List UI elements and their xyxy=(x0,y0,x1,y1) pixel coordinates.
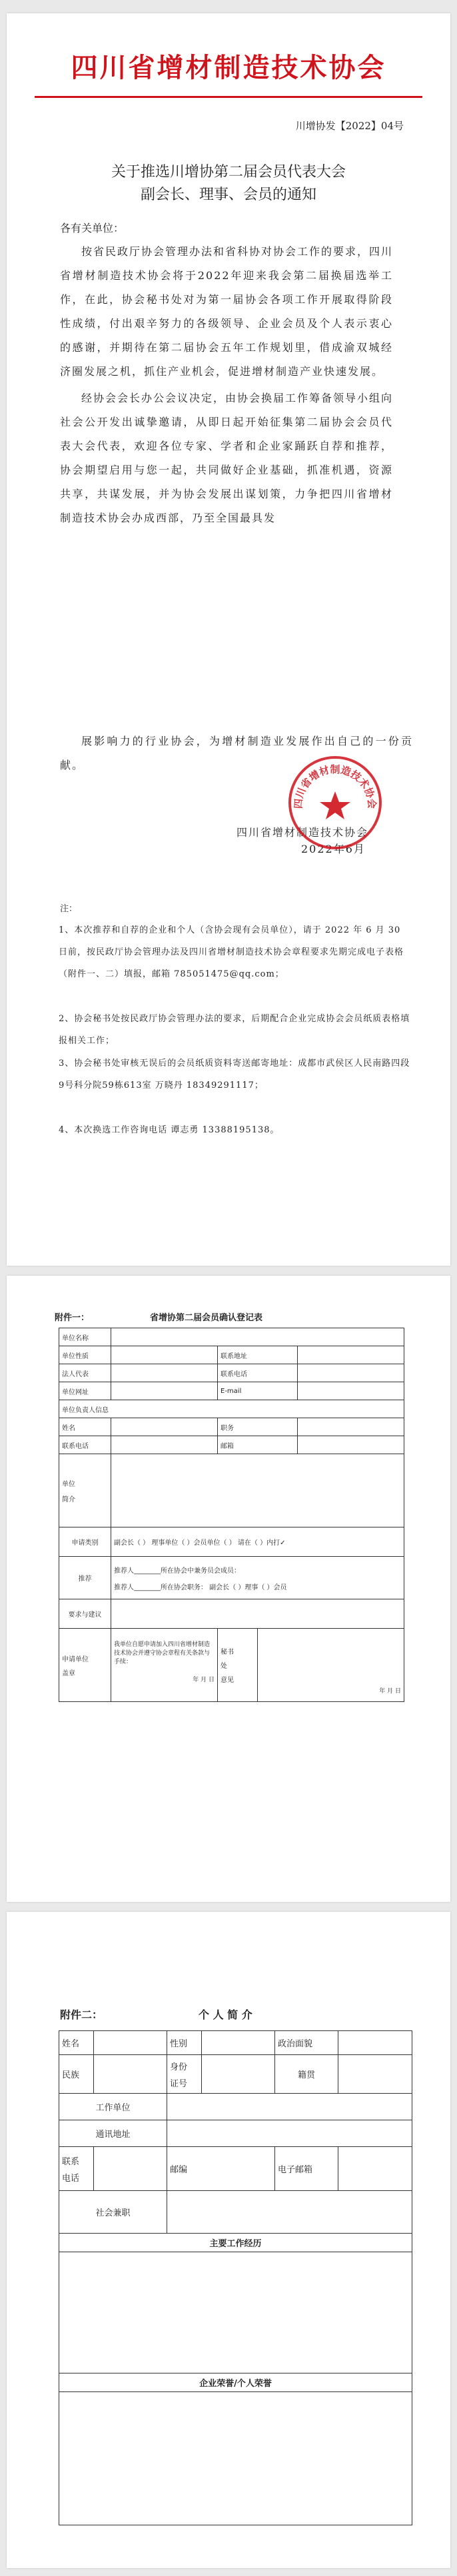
table-row xyxy=(59,1328,404,1346)
unit-leader-section-label: 单位负责人信息 xyxy=(59,1400,404,1418)
notes-label: 注： xyxy=(60,904,78,914)
table-row xyxy=(59,1629,404,1702)
table-row xyxy=(59,1436,404,1454)
work-unit-label: 工作单位 xyxy=(59,2094,167,2120)
phone-field[interactable] xyxy=(94,2147,167,2191)
attachment-2-label: 附件二： xyxy=(60,2008,103,2021)
document-number: 川增协发【2022】04号 xyxy=(295,120,404,132)
contact-phone-field[interactable] xyxy=(298,1364,404,1382)
signature-org: 四川省增材制造技术协会 xyxy=(236,826,369,839)
salutation: 各有关单位： xyxy=(60,222,125,234)
origin-field[interactable] xyxy=(338,2055,412,2094)
email-field[interactable] xyxy=(298,1382,404,1400)
contact-address-field[interactable] xyxy=(298,1346,404,1364)
name-field[interactable] xyxy=(94,2031,167,2055)
table-row xyxy=(59,1364,404,1382)
website-field[interactable] xyxy=(111,1382,218,1400)
attachment-2-page xyxy=(7,1912,450,2568)
honors-field[interactable] xyxy=(59,2392,412,2525)
email-field[interactable] xyxy=(338,2147,412,2191)
table-row xyxy=(59,2120,412,2147)
unit-intro-label-line1: 单位 xyxy=(62,1480,75,1488)
requirement-label: 要求与建议 xyxy=(59,1599,111,1629)
id-number-field[interactable] xyxy=(202,2055,275,2094)
table-row xyxy=(59,2094,412,2120)
member-registration-table xyxy=(59,1328,404,1702)
leader-position-label: 职务 xyxy=(218,1418,298,1436)
table-row xyxy=(59,1599,404,1629)
paragraph-2-continued: 展影响力的行业协会，为增材制造业发展作出自己的一份贡献。 xyxy=(60,735,413,771)
legal-rep-label: 法人代表 xyxy=(59,1364,111,1382)
legal-rep-field[interactable] xyxy=(111,1364,218,1382)
seal-text: 四川省增材制造技术协会 xyxy=(292,763,378,809)
work-history-label: 主要工作经历 xyxy=(59,2234,412,2252)
address-field[interactable] xyxy=(167,2120,412,2147)
notice-page xyxy=(7,13,450,1266)
table-row xyxy=(59,1557,404,1599)
gender-field[interactable] xyxy=(202,2031,275,2055)
ethnicity-field[interactable] xyxy=(94,2055,167,2094)
unit-name-field[interactable] xyxy=(111,1328,404,1346)
note-item: 4、本次换选工作咨询电话 谭志勇 13388195138。 xyxy=(59,1125,280,1135)
attachment-1-page xyxy=(7,1276,450,1902)
applicant-opinion-label xyxy=(59,1629,111,1702)
leader-phone-field[interactable] xyxy=(111,1436,218,1454)
ethnicity-label: 民族 xyxy=(59,2055,94,2094)
applicant-opinion-line1: 申请单位 xyxy=(62,1655,89,1663)
political-field[interactable] xyxy=(338,2031,412,2055)
personal-profile-table xyxy=(59,2030,412,2525)
table-row xyxy=(59,2147,412,2191)
table-row xyxy=(59,2252,412,2373)
unit-nature-field[interactable] xyxy=(111,1346,218,1364)
leader-phone-label: 联系电话 xyxy=(59,1436,111,1454)
unit-intro-label xyxy=(59,1454,111,1527)
notice-title-line-1: 关于推选川增协第二届会员代表大会 xyxy=(111,164,346,181)
table-row xyxy=(59,2031,412,2055)
notice-title-line-2: 副会长、理事、会员的通知 xyxy=(140,187,316,203)
secretariat-label xyxy=(218,1629,258,1702)
origin-label: 籍贯 xyxy=(275,2055,338,2094)
table-row xyxy=(59,1400,404,1418)
leader-name-field[interactable] xyxy=(111,1418,218,1436)
table-row xyxy=(59,1418,404,1436)
address-label: 通讯地址 xyxy=(59,2120,167,2147)
phone-label xyxy=(59,2147,94,2191)
social-role-field[interactable] xyxy=(167,2191,412,2234)
recommend-label: 推荐 xyxy=(59,1557,111,1599)
leader-mailbox-label: 邮箱 xyxy=(218,1436,298,1454)
table-row xyxy=(59,1382,404,1400)
gender-label: 性别 xyxy=(167,2031,202,2055)
table-row xyxy=(59,1346,404,1364)
table-row xyxy=(59,2191,412,2234)
note-item: 1、本次推荐和自荐的企业和个人（含协会现有会员单位），请于 2022 年 6 月 30 日前，按民政厅协会管理办法及四川省增材制造技术协会章程要求先期完成电子表格（附件一、二）填报，邮箱 785051475@qq.com； xyxy=(59,925,404,979)
table-row xyxy=(59,2392,412,2525)
apply-type-label: 申请类别 xyxy=(59,1527,111,1557)
leader-position-field[interactable] xyxy=(298,1418,404,1436)
recommend-field[interactable] xyxy=(111,1557,404,1599)
red-divider xyxy=(35,96,422,98)
unit-intro-label-line2: 简介 xyxy=(62,1496,75,1503)
work-history-field[interactable] xyxy=(59,2252,412,2373)
recommend-line-2: 推荐人________所在协会职务： 副会长（ ）理事（ ）会员 xyxy=(114,1583,287,1591)
applicant-opinion-field[interactable] xyxy=(111,1629,218,1702)
contact-address-label: 联系地址 xyxy=(218,1346,298,1364)
phone-label-line1: 联系 xyxy=(62,2156,80,2167)
paragraph-1: 按省民政厅协会管理办法和省科协对协会工作的要求，四川省增材制造技术协会将于2022年迎来我会第二届换届选举工作，在此，协会秘书处对为第一届协会各项工作开展取得阶段性成绩，付出艰辛努力的各级领导、企业会员及个人表示衷心的感谢，并期待在第二届协会五年工作规划里，借成渝双城经济圈发展之机，抓住产业机会，促进增材制造产业快速发展。 xyxy=(60,245,394,378)
attachment-1-title: 省增协第二届会员确认登记表 xyxy=(150,1313,263,1323)
secretariat-line2: 处 xyxy=(221,1663,227,1670)
applicant-statement: 我单位自愿申请加入四川省增材制造技术协会并遵守协会章程有关条款与手续： xyxy=(114,1641,211,1665)
social-role-label: 社会兼职 xyxy=(59,2191,167,2234)
leader-mailbox-field[interactable] xyxy=(298,1436,404,1454)
secretariat-field[interactable] xyxy=(258,1629,404,1702)
contact-phone-label: 联系电话 xyxy=(218,1364,298,1382)
unit-name-label: 单位名称 xyxy=(59,1328,111,1346)
political-label: 政治面貌 xyxy=(275,2031,338,2055)
requirement-field[interactable] xyxy=(111,1599,404,1629)
attachment-1-label: 附件一： xyxy=(55,1313,90,1323)
note-item: 2、协会秘书处按民政厅协会管理办法的要求，后期配合企业完成协会会员纸质表格填报相关工作； xyxy=(59,1014,410,1046)
org-red-header: 四川省增材制造技术协会 xyxy=(71,53,386,83)
email-label: 电子邮箱 xyxy=(275,2147,338,2191)
table-row xyxy=(59,2373,412,2392)
id-number-label xyxy=(167,2055,202,2094)
table-row xyxy=(59,2055,412,2094)
table-row xyxy=(59,1454,404,1527)
applicant-opinion-line2: 盖章 xyxy=(62,1669,75,1677)
postcode-label: 邮编 xyxy=(167,2147,275,2191)
phone-label-line2: 电话 xyxy=(62,2173,80,2184)
name-label: 姓名 xyxy=(59,2031,94,2055)
website-label: 单位网址 xyxy=(59,1382,111,1400)
secretariat-line1: 秘书 xyxy=(221,1649,234,1656)
id-number-label-line2: 证号 xyxy=(170,2078,188,2089)
apply-type-options[interactable]: 副会长（ ） 理事单位（ ）会员单位（ ） 请在（ ）内打✓ xyxy=(111,1527,404,1557)
secretariat-sign-date: 年 月 日 xyxy=(379,1688,402,1695)
official-seal xyxy=(285,753,385,853)
leader-name-label: 姓名 xyxy=(59,1418,111,1436)
applicant-sign-date: 年 月 日 xyxy=(193,1677,215,1683)
email-label: E-mail xyxy=(218,1382,298,1400)
attachment-2-title: 个 人 简 介 xyxy=(199,2008,252,2021)
unit-nature-label: 单位性质 xyxy=(59,1346,111,1364)
recommend-line-1: 推荐人________所在协会中兼务员会成员： xyxy=(114,1567,240,1575)
id-number-label-line1: 身份 xyxy=(170,2062,188,2072)
note-item: 3、协会秘书处审核无误后的会员纸质资料寄送邮寄地址：成都市武侯区人民南路四段9号科分院59栋613室 万晓丹 18349291117； xyxy=(59,1059,410,1090)
work-unit-field[interactable] xyxy=(167,2094,412,2120)
secretariat-line3: 意见 xyxy=(221,1677,234,1684)
signature-date: 2022年6月 xyxy=(301,843,366,855)
paragraph-2: 经协会会长办公会议决定，由协会换届工作筹备领导小组向社会公开发出诚挚邀请，从即日起开始征集第二届协会会员代表大会代表，欢迎各位专家、学者和企业家踊跃自荐和推荐，协会期望启用与您一起，共同做好企业基础，抓准机遇，资源共享，共谋发展，并为协会发展出谋划策，力争把四川省增材制造技术协会办成西部，乃至全国最具发 xyxy=(60,392,394,524)
unit-intro-field[interactable] xyxy=(111,1454,404,1527)
honors-label: 企业荣誉/个人荣誉 xyxy=(59,2373,412,2392)
table-row xyxy=(59,1527,404,1557)
table-row xyxy=(59,2234,412,2252)
